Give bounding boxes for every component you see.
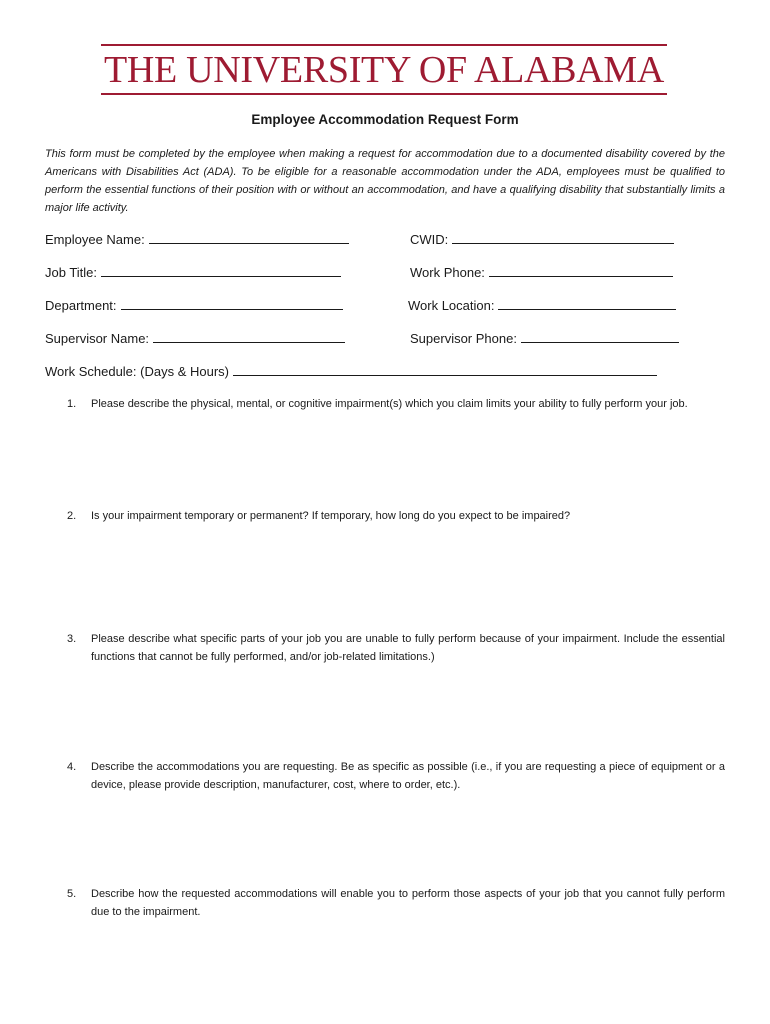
work-phone-line[interactable] bbox=[489, 264, 673, 277]
work-schedule-field[interactable] bbox=[45, 363, 657, 379]
work-location-field[interactable] bbox=[408, 297, 676, 313]
question-1 bbox=[67, 395, 725, 413]
question-2 bbox=[67, 507, 725, 525]
question-text: Describe how the requested accommodations will enable you to perform those aspects of your job that you cannot fully perform due to the impairment. bbox=[91, 888, 725, 918]
logo-bottom-rule bbox=[101, 93, 667, 95]
logo-top-rule bbox=[101, 44, 667, 46]
employee-name-label: Employee Name: bbox=[45, 232, 145, 247]
question-text: Please describe what specific parts of your job you are unable to fully perform because of your impairment. Include the essential functions that cannot be fully performed, and/or job-related limitations.) bbox=[91, 633, 725, 663]
question-number: 4. bbox=[67, 761, 77, 773]
employee-name-line[interactable] bbox=[149, 231, 349, 244]
university-logo bbox=[101, 44, 667, 96]
supervisor-phone-label: Supervisor Phone: bbox=[410, 331, 517, 346]
question-4 bbox=[67, 758, 725, 794]
intro-paragraph: This form must be completed by the employee when making a request for accommodation due to a documented disability covered by the Americans with Disabilities Act (ADA). To be eligible for a reasonable accommodation under the ADA, employees must be qualified to perform the essential functions of their position with or without an accommodation, and have a qualifying disability that substantially limits a major life activity. bbox=[45, 148, 725, 214]
question-text: Please describe the physical, mental, or cognitive impairment(s) which you claim limits your ability to fully perform your job. bbox=[91, 398, 688, 410]
question-number: 1. bbox=[67, 398, 77, 410]
department-label: Department: bbox=[45, 298, 117, 313]
work-phone-field[interactable] bbox=[410, 264, 673, 280]
supervisor-name-label: Supervisor Name: bbox=[45, 331, 150, 346]
work-schedule-label: Work Schedule: (Days & Hours) bbox=[45, 364, 229, 379]
question-number: 2. bbox=[67, 510, 77, 522]
employee-name-field[interactable] bbox=[45, 231, 349, 247]
supervisor-phone-line[interactable] bbox=[521, 330, 679, 343]
cwid-field[interactable] bbox=[410, 231, 674, 247]
supervisor-name-field[interactable] bbox=[45, 330, 345, 346]
question-text: Describe the accommodations you are requesting. Be as specific as possible (i.e., if you are requesting a piece of equipment or a device, please provide description, manufacturer, cost, where to order, etc.). bbox=[91, 761, 725, 791]
work-location-line[interactable] bbox=[498, 297, 676, 310]
job-title-label: Job Title: bbox=[45, 265, 98, 280]
question-number: 5. bbox=[67, 888, 77, 900]
supervisor-phone-field[interactable] bbox=[410, 330, 679, 346]
job-title-line[interactable] bbox=[101, 264, 341, 277]
work-phone-label: Work Phone: bbox=[410, 265, 485, 280]
department-line[interactable] bbox=[121, 297, 343, 310]
question-3 bbox=[67, 630, 725, 666]
form-title: Employee Accommodation Request Form bbox=[251, 112, 519, 127]
job-title-field[interactable] bbox=[45, 264, 341, 280]
question-5 bbox=[67, 885, 725, 921]
logo-text: THE UNIVERSITY OF ALABAMA bbox=[103, 49, 665, 91]
question-text: Is your impairment temporary or permanent? If temporary, how long do you expect to be impaired? bbox=[91, 510, 571, 522]
question-number: 3. bbox=[67, 633, 77, 645]
work-location-label: Work Location: bbox=[408, 298, 495, 313]
supervisor-name-line[interactable] bbox=[153, 330, 345, 343]
department-field[interactable] bbox=[45, 297, 343, 313]
cwid-line[interactable] bbox=[452, 231, 674, 244]
cwid-label: CWID: bbox=[410, 232, 449, 247]
work-schedule-line[interactable] bbox=[233, 363, 657, 376]
